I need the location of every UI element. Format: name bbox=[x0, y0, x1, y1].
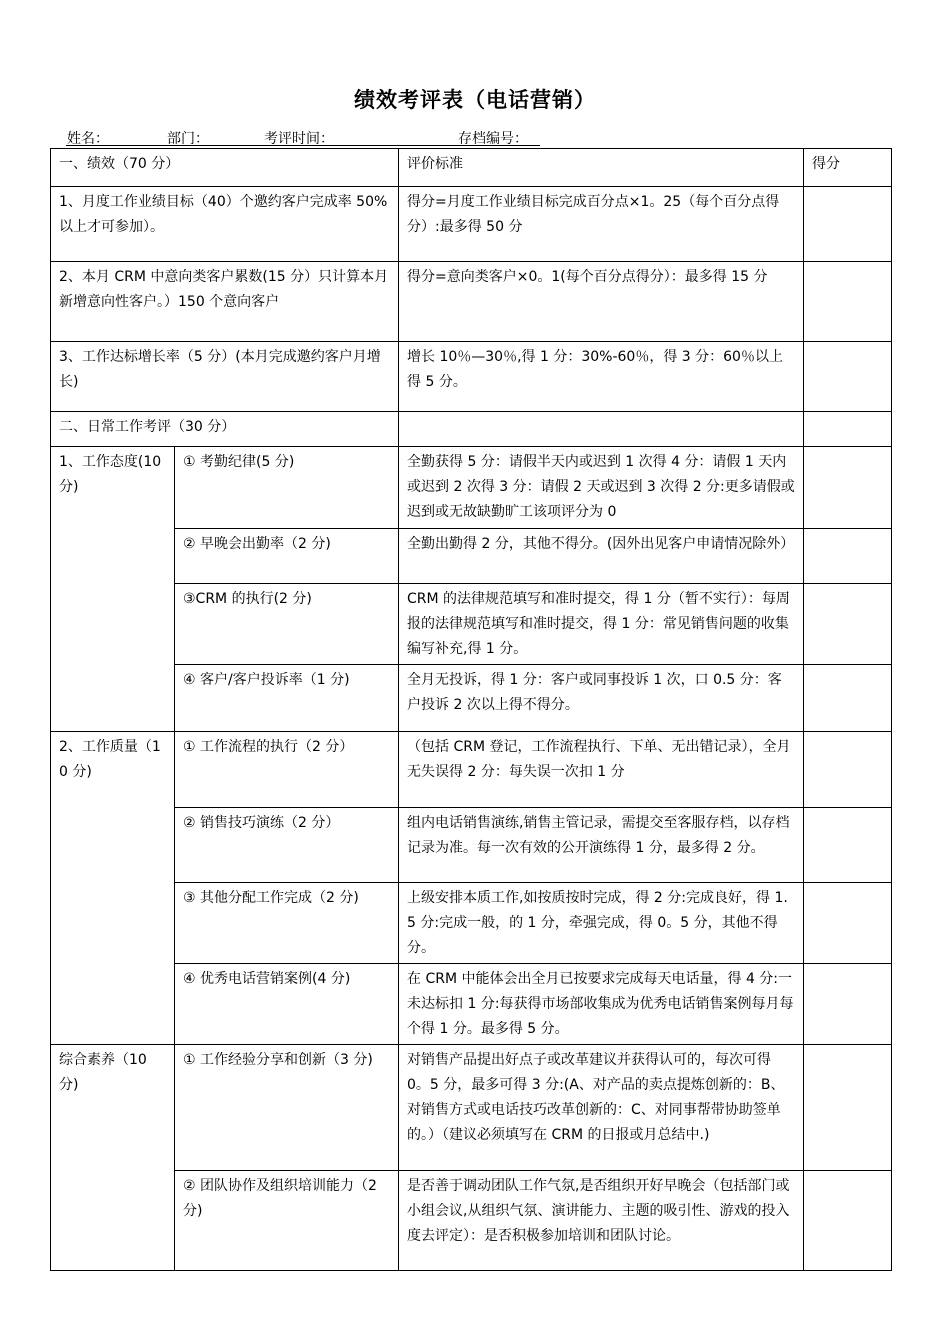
score-cell[interactable] bbox=[804, 187, 892, 262]
group-label: 1、工作态度(10 分) bbox=[51, 447, 175, 732]
sub-item: ② 销售技巧演练（2 分） bbox=[175, 808, 399, 883]
evaluation-table bbox=[50, 148, 892, 1271]
table-row bbox=[51, 665, 892, 732]
perf-criteria: 增长 10％—30％,得 1 分：30%-60％，得 3 分：60％以上得 5 分。 bbox=[399, 342, 804, 412]
criteria-cell: （包括 CRM 登记，工作流程执行、下单、无出错记录），全月无失误得 2 分：每失误一次扣 1 分 bbox=[399, 732, 804, 808]
meta-underline bbox=[66, 145, 540, 146]
table-row bbox=[51, 262, 892, 342]
table-row bbox=[51, 808, 892, 883]
criteria-cell: 在 CRM 中能体会出全月已按要求完成每天电话量，得 4 分:一未达标扣 1 分:每获得市场部收集成为优秀电话销售案例每月每个得 1 分。最多得 5 分。 bbox=[399, 964, 804, 1045]
score-cell[interactable] bbox=[804, 808, 892, 883]
score-cell[interactable] bbox=[804, 964, 892, 1045]
score-cell[interactable] bbox=[804, 412, 892, 447]
section1-header: 一、绩效（70 分） bbox=[51, 149, 399, 187]
score-cell[interactable] bbox=[804, 1045, 892, 1171]
table-row bbox=[51, 1171, 892, 1271]
criteria-cell: 是否善于调动团队工作气氛,是否组织开好早晚会（包括部门或小组会议,从组织气氛、演讲能力、主题的吸引性、游戏的投入度去评定）：是否积极参加培训和团队讨论。 bbox=[399, 1171, 804, 1271]
criteria-cell: 全勤获得 5 分：请假半天内或迟到 1 次得 4 分：请假 1 天内或迟到 2 次得 3 分：请假 2 天或迟到 3 次得 2 分:更多请假或迟到或无故缺勤旷工该项评分为 0 bbox=[399, 447, 804, 529]
score-cell[interactable] bbox=[804, 1171, 892, 1271]
section2-row bbox=[51, 412, 892, 447]
empty-cell bbox=[399, 412, 804, 447]
table-row bbox=[51, 584, 892, 665]
table-row bbox=[51, 342, 892, 412]
table-row bbox=[51, 447, 892, 529]
criteria-cell: 全月无投诉，得 1 分：客户或同事投诉 1 次，口 0.5 分：客户投诉 2 次以上得不得分。 bbox=[399, 665, 804, 732]
page-title: 绩效考评表（电话营销） bbox=[354, 88, 596, 112]
name-label: 姓名： bbox=[67, 131, 109, 147]
perf-item: 1、月度工作业绩目标（40）个邀约客户完成率 50%以上才可参加）。 bbox=[51, 187, 399, 262]
sub-item: ① 工作流程的执行（2 分） bbox=[175, 732, 399, 808]
criteria-cell: 全勤出勤得 2 分，其他不得分。(因外出见客户申请情况除外） bbox=[399, 529, 804, 584]
score-cell[interactable] bbox=[804, 584, 892, 665]
perf-criteria: 得分=意向类客户×0。1(每个百分点得分）：最多得 15 分 bbox=[399, 262, 804, 342]
score-header: 得分 bbox=[804, 149, 892, 187]
perf-item: 3、工作达标增长率（5 分）(本月完成邀约客户月增长) bbox=[51, 342, 399, 412]
sub-item: ④ 客户/客户投诉率（1 分) bbox=[175, 665, 399, 732]
score-cell[interactable] bbox=[804, 732, 892, 808]
table-row bbox=[51, 1045, 892, 1171]
dept-label: 部门： bbox=[167, 131, 209, 147]
criteria-cell: 对销售产品提出好点子或改革建议并获得认可的，每次可得 0。5 分，最多可得 3 分:(A、对产品的卖点提炼创新的：B、对销售方式或电话技巧改革创新的：C、对同事帮带协助签单的。）（建议必须填写在 CRM 的日报或月总结中.) bbox=[399, 1045, 804, 1171]
perf-item: 2、本月 CRM 中意向类客户累数(15 分）只计算本月新增意向性客户。）150 个意向客户 bbox=[51, 262, 399, 342]
sub-item: ② 团队协作及组织培训能力（2 分) bbox=[175, 1171, 399, 1271]
score-cell[interactable] bbox=[804, 883, 892, 964]
score-cell[interactable] bbox=[804, 665, 892, 732]
score-cell[interactable] bbox=[804, 262, 892, 342]
score-cell[interactable] bbox=[804, 342, 892, 412]
section2-header: 二、日常工作考评（30 分） bbox=[51, 412, 399, 447]
sub-item: ④ 优秀电话营销案例(4 分) bbox=[175, 964, 399, 1045]
group-label: 综合素养（10 分) bbox=[51, 1045, 175, 1271]
score-cell[interactable] bbox=[804, 447, 892, 529]
header-row bbox=[51, 149, 892, 187]
criteria-cell: 上级安排本质工作,如按质按时完成，得 2 分:完成良好，得 1.5 分:完成一般，的 1 分，牵强完成，得 0。5 分，其他不得分。 bbox=[399, 883, 804, 964]
sub-item: ① 考勤纪律(5 分) bbox=[175, 447, 399, 529]
perf-criteria: 得分=月度工作业绩目标完成百分点×1。25（每个百分点得分）:最多得 50 分 bbox=[399, 187, 804, 262]
table-row bbox=[51, 883, 892, 964]
time-label: 考评时间： bbox=[264, 131, 334, 147]
sub-item: ② 早晚会出勤率（2 分) bbox=[175, 529, 399, 584]
criteria-cell: 组内电话销售演练,销售主管记录，需提交至客服存档，以存档记录为准。每一次有效的公开演练得 1 分，最多得 2 分。 bbox=[399, 808, 804, 883]
criteria-cell: CRM 的法律规范填写和准时提交，得 1 分（暂不实行）：每周报的法律规范填写和准时提交，得 1 分：常见销售问题的收集编写补充,得 1 分。 bbox=[399, 584, 804, 665]
sub-item: ③ 其他分配工作完成（2 分) bbox=[175, 883, 399, 964]
group-label: 2、工作质量（10 分) bbox=[51, 732, 175, 1045]
criteria-header: 评价标准 bbox=[399, 149, 804, 187]
score-cell[interactable] bbox=[804, 529, 892, 584]
table-row bbox=[51, 187, 892, 262]
table-row bbox=[51, 964, 892, 1045]
table-row bbox=[51, 529, 892, 584]
sub-item: ③CRM 的执行(2 分) bbox=[175, 584, 399, 665]
archive-label: 存档编号： bbox=[458, 131, 528, 147]
table-row bbox=[51, 732, 892, 808]
sub-item: ① 工作经验分享和创新（3 分) bbox=[175, 1045, 399, 1171]
